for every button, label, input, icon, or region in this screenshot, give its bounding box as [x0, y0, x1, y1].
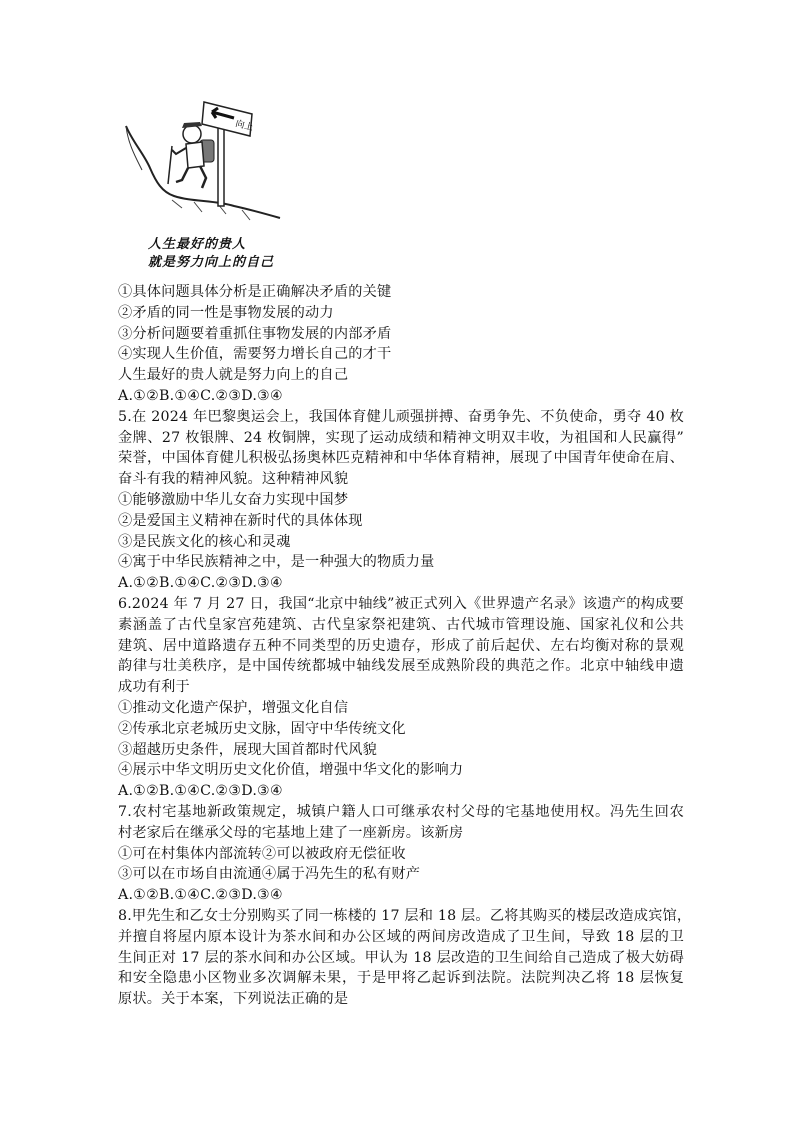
- q8-stem-line-1: 8.甲先生和乙女士分别购买了同一栋楼的 17 层和 18 层。乙将其购买的楼层改造成宾馆，: [118, 907, 692, 924]
- q5-option-1: ①能够激励中华儿女奋力实现中国梦: [118, 491, 349, 508]
- question-8-block: [118, 906, 692, 1010]
- q5-answer-choices: A.①②B.①④C.②③D.③④: [118, 575, 283, 592]
- q5-option-4: ④寓于中华民族精神之中，是一种强大的物质力量: [118, 554, 435, 571]
- question-7-block: [118, 802, 684, 906]
- q4-answer-choices: A.①②B.①④C.②③D.③④: [118, 387, 283, 404]
- q4-option-1: ①具体问题具体分析是正确解决矛盾的关键: [118, 284, 392, 300]
- question-4-block: [118, 282, 684, 407]
- q5-stem-line-1: 5.在 2024 年巴黎奥运会上，我国体育健儿顽强拼搏、奋勇争先、不负使命，勇夺 40 枚: [118, 408, 684, 425]
- q6-option-1: ①推动文化遗产保护，增强文化自信: [118, 699, 349, 716]
- q6-stem-line-2: 素涵盖了古代皇家宫苑建筑、古代皇家祭祀建筑、古代城市管理设施、国家礼仪和公共: [118, 616, 684, 633]
- q6-stem-line-4: 韵律与壮美秩序，是中国传统都城中轴线发展至成熟阶段的典范之作。北京中轴线申遗: [118, 658, 684, 675]
- q8-stem-line-3: 生间正对 17 层的茶水间和办公区域。甲认为 18 层改造的卫生间给自己造成了极大妨碍: [118, 949, 684, 966]
- caption-line-1: 人生最好的贵人: [148, 237, 247, 252]
- q6-answer-choices: A.①②B.①④C.②③D.③④: [118, 783, 283, 800]
- q8-stem-line-4: 和安全隐患小区物业多次调解未果，于是甲将乙起诉到法院。法院判决乙将 18 层恢复: [118, 970, 684, 987]
- q6-stem-line-1: 6.2024 年 7 月 27 日，我国“北京中轴线”被正式列入《世界遗产名录》该遗产的构成要: [118, 595, 684, 612]
- q6-option-4: ④展示中华文明历史文化价值，增强中华文化的影响力: [118, 762, 464, 779]
- q7-answer-choices: A.①②B.①④C.②③D.③④: [118, 887, 283, 904]
- q5-option-3: ③是民族文化的核心和灵魂: [118, 533, 291, 550]
- cartoon-figure: [122, 96, 287, 274]
- sign-label: 向上: [234, 119, 255, 134]
- q5-stem-line-2: 金牌、27 枚银牌、24 枚铜牌，实现了运动成绩和精神文明双丰收，为祖国和人民赢得”: [118, 429, 684, 446]
- q6-option-2: ②传承北京老城历史文脉，固守中华传统文化: [118, 720, 406, 737]
- q7-options-row-2: ③可以在市场自由流通④属于冯先生的私有财产: [118, 866, 421, 883]
- q7-stem-line-1: 7.农村宅基地新政策规定，城镇户籍人口可继承农村父母的宅基地使用权。冯先生回农: [118, 803, 684, 820]
- caption-line-2: 就是努力向上的自己: [148, 255, 275, 270]
- q4-option-2: ②矛盾的同一性是事物发展的动力: [118, 304, 334, 321]
- question-6-block: [118, 594, 684, 802]
- q6-stem-line-5: 成功有利于: [118, 679, 190, 696]
- q7-stem-line-2: 村老家后在继承父母的宅基地上建了一座新房。该新房: [118, 824, 464, 841]
- q7-options-row-1: ①可在村集体内部流转②可以被政府无偿征收: [118, 845, 406, 862]
- exam-page: [118, 96, 692, 1010]
- q8-stem-line-5: 原状。关于本案，下列说法正确的是: [118, 991, 349, 1008]
- q5-option-2: ②是爱国主义精神在新时代的具体体现: [118, 512, 363, 529]
- q4-note: 人生最好的贵人就是努力向上的自己: [118, 367, 349, 384]
- q6-stem-line-3: 建筑、居中道路遗存五种不同类型的历史遗存，形成了前后起伏、左右均衡对称的景观: [118, 637, 684, 654]
- question-5-block: [118, 407, 684, 594]
- q4-option-3: ③分析问题要着重抓住事物发展的内部矛盾: [118, 325, 392, 342]
- q5-stem-line-3: 荣誉，中国体育健儿积极弘扬奥林匹克精神和中华体育精神，展现了中国青年使命在肩、: [118, 450, 684, 467]
- q5-stem-line-4: 奋斗有我的精神风貌。这种精神风貌: [118, 471, 349, 488]
- q6-option-3: ③超越历史条件，展现大国首都时代风貌: [118, 741, 377, 758]
- hiker-cartoon-illustration: [122, 96, 287, 236]
- q8-stem-line-2: 并擅自将屋内原本设计为茶水间和办公区域的两间房改造成了卫生间，导致 18 层的卫: [118, 928, 684, 945]
- q4-option-4: ④实现人生价值，需要努力增长自己的才干: [118, 346, 392, 363]
